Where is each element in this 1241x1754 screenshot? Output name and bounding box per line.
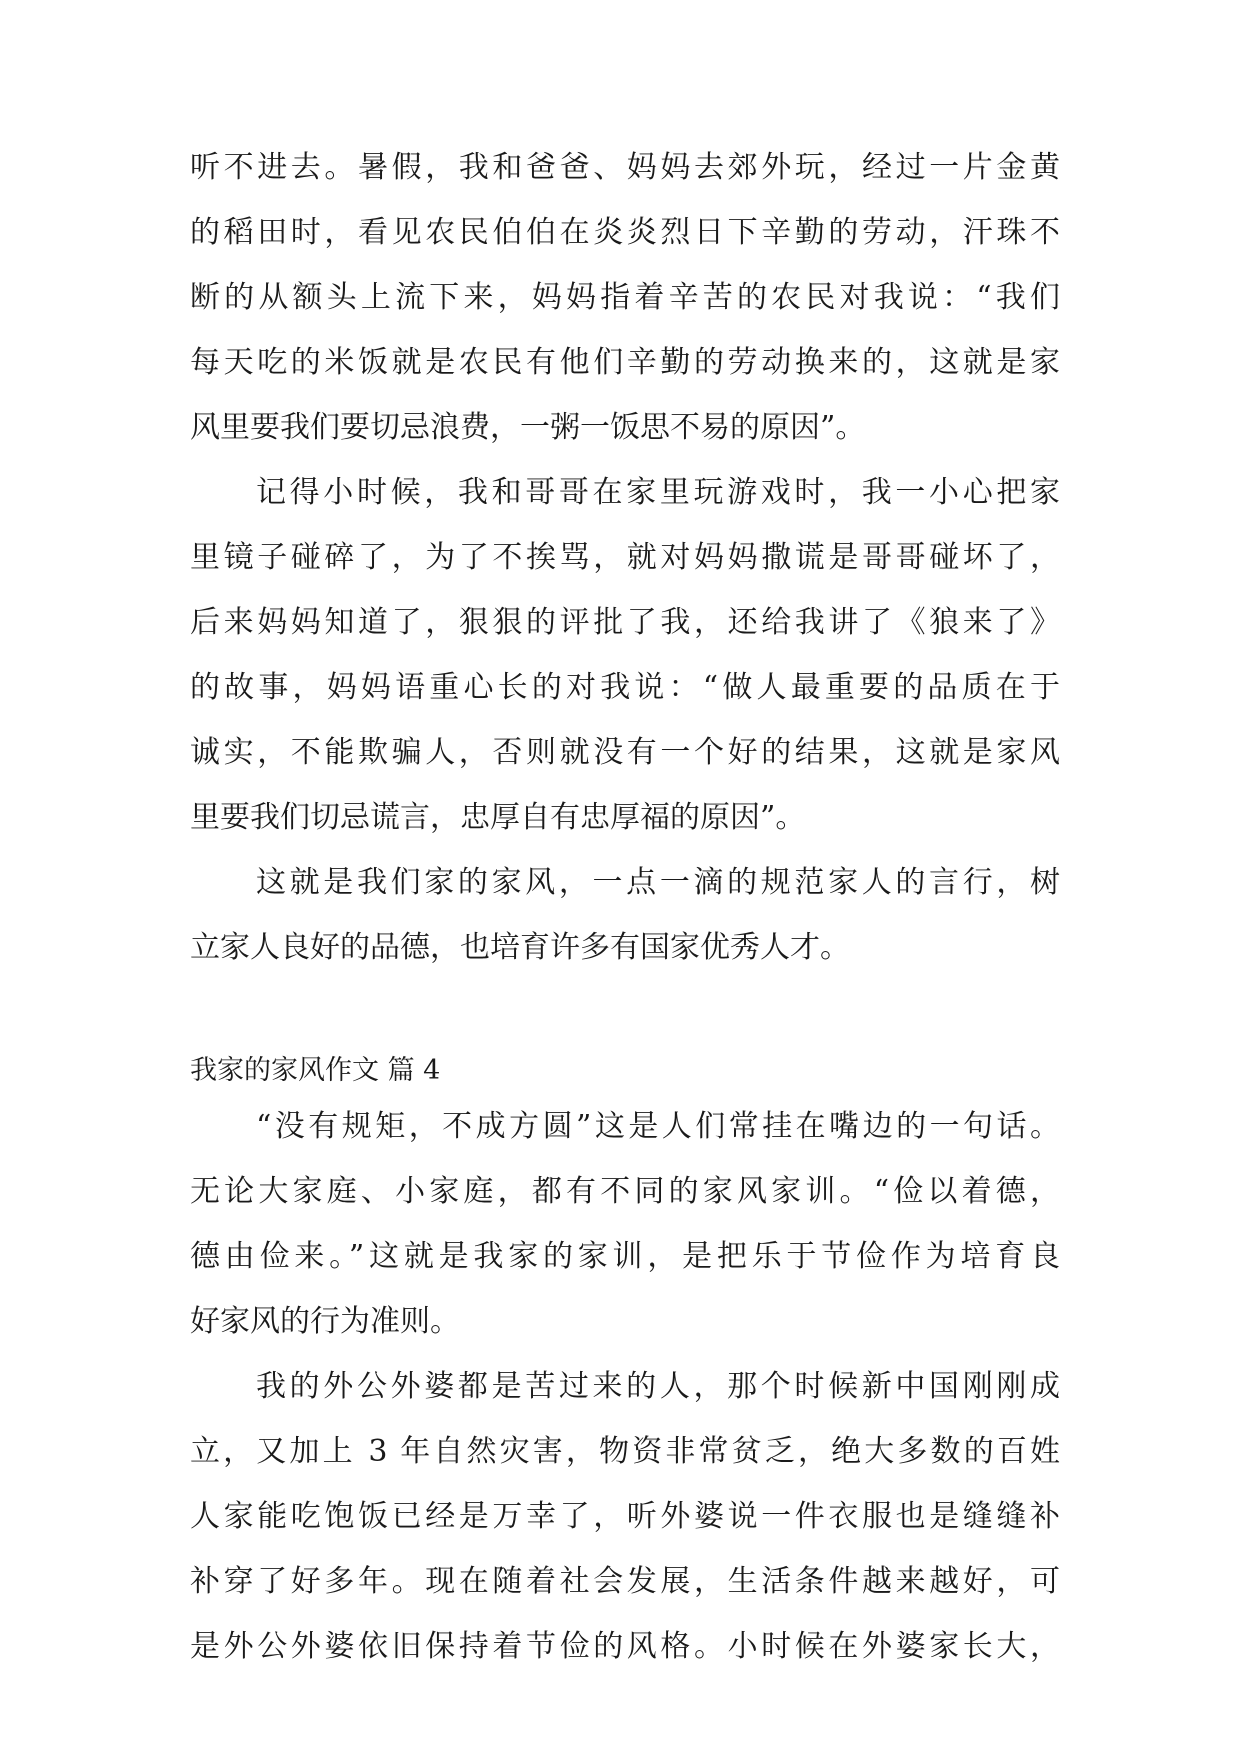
text-line: 诚实，不能欺骗人，否则就没有一个好的结果，这就是家风 <box>190 735 1060 770</box>
text-line: 后来妈妈知道了，狠狠的评批了我，还给我讲了《狼来了》 <box>190 605 1060 640</box>
text-line: 好家风的行为准则。 <box>190 1304 460 1339</box>
text-line: 听不进去。暑假，我和爸爸、妈妈去郊外玩，经过一片金黄 <box>190 150 1060 185</box>
text-line: 这就是我们家的家风，一点一滴的规范家人的言行，树 <box>256 865 1060 900</box>
section-heading: 我家的家风作文 篇 4 <box>190 1055 441 1086</box>
text-line: 的故事，妈妈语重心长的对我说：“做人最重要的品质在于 <box>190 670 1060 705</box>
text-line: 德由俭来。”这就是我家的家训，是把乐于节俭作为培育良 <box>190 1239 1060 1274</box>
text-line: 记得小时候，我和哥哥在家里玩游戏时，我一小心把家 <box>256 475 1060 510</box>
text-line: 我的外公外婆都是苦过来的人，那个时候新中国刚刚成 <box>256 1369 1060 1404</box>
text-line: 无论大家庭、小家庭，都有不同的家风家训。“俭以着德， <box>190 1174 1060 1209</box>
text-line: 里要我们切忌谎言，忠厚自有忠厚福的原因”。 <box>190 800 806 835</box>
text-line: 是外公外婆依旧保持着节俭的风格。小时候在外婆家长大， <box>190 1629 1060 1664</box>
text-line: 每天吃的米饭就是农民有他们辛勤的劳动换来的，这就是家 <box>190 345 1060 380</box>
text-line: 里镜子碰碎了，为了不挨骂，就对妈妈撒谎是哥哥碰坏了， <box>190 540 1060 575</box>
text-line: 的稻田时，看见农民伯伯在炎炎烈日下辛勤的劳动，汗珠不 <box>190 215 1060 250</box>
text-line: 立，又加上 3 年自然灾害，物资非常贫乏，绝大多数的百姓 <box>190 1434 1060 1469</box>
text-line: “没有规矩，不成方圆”这是人们常挂在嘴边的一句话。 <box>256 1109 1060 1144</box>
text-line: 立家人良好的品德，也培育许多有国家优秀人才。 <box>190 930 850 965</box>
text-line: 断的从额头上流下来，妈妈指着辛苦的农民对我说：“我们 <box>190 280 1060 315</box>
text-line: 人家能吃饱饭已经是万幸了，听外婆说一件衣服也是缝缝补 <box>190 1499 1060 1534</box>
text-line: 风里要我们要切忌浪费，一粥一饭思不易的原因”。 <box>190 410 866 445</box>
text-line: 补穿了好多年。现在随着社会发展，生活条件越来越好，可 <box>190 1564 1060 1599</box>
